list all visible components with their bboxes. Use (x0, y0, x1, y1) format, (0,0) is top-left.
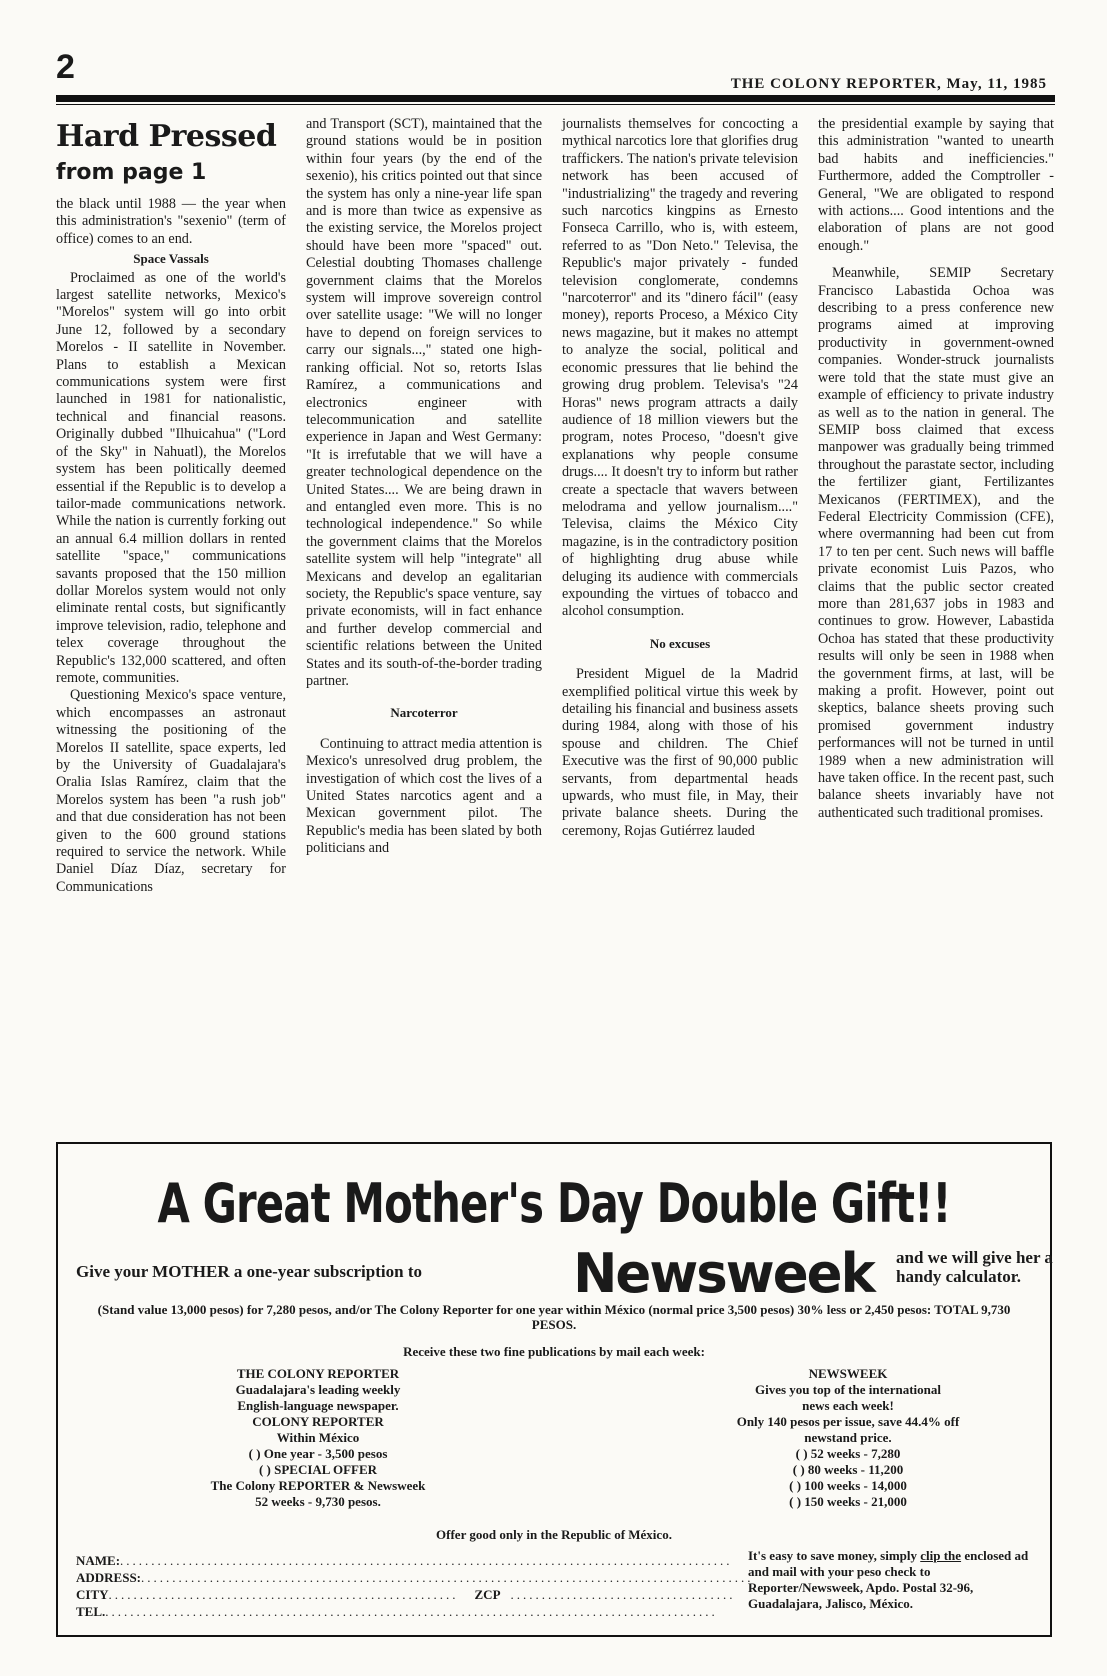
paragraph: Proclaimed as one of the world's largest satellite networks, Mexico's "Morelos" system will go into orbit June 12, followed by a secondary Morelos - II satellite in November. Plans to establish a Mexican communications system were first launched in 1981 for nationalistic, technical and financial reasons. Originally dubbed "Ilhuicahua" ("Lord of the Sky" in Nahuatl), the Morelos system has been politically deemed essential if the Republic is to develop a tailor-made communications network. While the nation is currently forking out an annual 6.4 million dollars in rented satellite "space," communications savants proposed that the 150 million dollar Morelos system would not only eliminate rental costs, but significantly improve television, radio, telephone and telex coverage throughout the Republic's 132,000 scattered, and often remote, communities. (56, 269, 286, 686)
ad-price-terms: (Stand value 13,000 pesos) for 7,280 pesos, and/or The Colony Reporter for one year within México (normal price 3,500 pesos) 30% less or 2,450 pesos: TOTAL 9,730 PESOS. (97, 1302, 1011, 1332)
advertisement (56, 1142, 1052, 1637)
form-label: TEL. (76, 1604, 106, 1619)
running-head: THE COLONY REPORTER, May, 11, 1985 (730, 76, 1047, 92)
address-field[interactable]: .................................................................................................. (141, 1570, 754, 1585)
checkbox-100-weeks[interactable]: ( ) 100 weeks - 14,000 (789, 1478, 907, 1493)
form-label: ZCP (474, 1587, 501, 1602)
header-rule (56, 95, 1055, 102)
offer-text: newstand price. (804, 1430, 892, 1445)
form-label: NAME: (76, 1553, 121, 1568)
newsweek-logo: Newsweek (573, 1242, 874, 1305)
mail-text-underlined: clip the (920, 1548, 962, 1563)
form-tel-row[interactable] (76, 1603, 718, 1620)
offer-text: news each week! (802, 1398, 894, 1413)
column-4 (818, 116, 1054, 1126)
header-rule-thin (56, 104, 1055, 105)
offer-text: Guadalajara's leading weekly (235, 1382, 401, 1397)
offer-heading: COLONY REPORTER (252, 1414, 384, 1429)
subhead-space-vassals: Space Vassals (133, 251, 209, 267)
subhead-narcoterror: Narcoterror (390, 705, 458, 721)
checkbox-52-weeks[interactable]: ( ) 52 weeks - 7,280 (795, 1446, 901, 1461)
form-city-row[interactable] (76, 1586, 736, 1603)
paragraph: Questioning Mexico's space venture, which encompasses an astronaut witnessing the positioning of the Morelos II satellite, space experts, led by the University of Guadalajara's Oralia Islas Ramírez, claim that the Morelos system has been "a rush job" and that due consideration has not been given to the 600 ground stations required to service the network. While Daniel Díaz Díaz, secretary for Communications (56, 687, 286, 895)
form-address-row[interactable] (76, 1569, 754, 1586)
paragraph: the presidential example by saying that this administration "wanted to unearth bad habits and inefficiencies." Furthermore, added the Comptroller - General, "We are obligated to respond with actions.... Good intentions and the elaboration of plans are not good enough." (818, 116, 1054, 254)
checkbox-one-year[interactable]: ( ) One year - 3,500 pesos (248, 1446, 388, 1461)
zip-field[interactable]: .................................... (510, 1587, 736, 1602)
checkbox-80-weeks[interactable]: ( ) 80 weeks - 11,200 (792, 1462, 904, 1477)
ad-calculator-line: and we will give her a handy calculator. (896, 1248, 1053, 1286)
colony-reporter-offer (118, 1366, 518, 1510)
paragraph: Meanwhile, SEMIP Secretary Francisco Labastida Ochoa was describing to a press conference new programs aimed at improving productivity in government-owned companies. Wonder-struck journalists were told that the state must give an example of efficiency to private industry as well as to the nation in general. The SEMIP boss claimed that excess manpower was gradually being trimmed throughout the parastate sector, including the fertilizer giant, Fertilizantes Mexicanos (FERTIMEX), and the Federal Electricity Commission (CFE), where overmanning had been cut from 17 to ten per cent. Such news will baffle private economist Luis Pazos, who claims that the public sector created more than 281,637 jobs in 1983 and continues to grow. However, Labastida Ochoa has stated that these productivity results will only be seen in 1988 when the government firms, at last, will be making a profit. However, point out skeptics, balance sheets proving such promised government industry performances will not be turned in until 1989 when a new administration will have taken office. In the recent past, such balance sheets invariably have not authenticated such traditional promises. (818, 265, 1054, 821)
checkbox-150-weeks[interactable]: ( ) 150 weeks - 21,000 (789, 1494, 907, 1509)
ad-receive-line: Receive these two fine publications by mail each week: (403, 1344, 705, 1359)
offer-text: Gives you top of the international (755, 1382, 941, 1397)
column-1 (56, 116, 286, 1126)
offer-text: 52 weeks - 9,730 pesos. (255, 1494, 381, 1509)
headline: Hard Pressed (56, 119, 277, 154)
ad-give-line: Give your MOTHER a one-year subscription to (76, 1262, 422, 1281)
offer-heading: NEWSWEEK (808, 1366, 888, 1381)
ad-title: A Great Mother's Day Double Gift!! (157, 1172, 951, 1235)
column-2 (306, 116, 542, 1126)
newsweek-offer (658, 1366, 1038, 1510)
offer-text: The Colony REPORTER & Newsweek (210, 1478, 426, 1493)
checkbox-special-offer[interactable]: ( ) SPECIAL OFFER (258, 1462, 378, 1477)
order-form (76, 1552, 754, 1620)
paragraph: Continuing to attract media attention is Mexico's unresolved drug problem, the investigation of which cost the lives of a United States narcotics agent and a Mexican government pilot. The Republic's media has been slated by both politicians and (306, 735, 542, 857)
mail-text: It's easy to save money, simply (748, 1548, 921, 1563)
form-label: CITY (76, 1587, 109, 1602)
name-field[interactable]: .................................................................................................. (120, 1553, 733, 1568)
offer-heading: THE COLONY REPORTER (236, 1366, 400, 1381)
ad-offer-note: Offer good only in the Republic of México. (436, 1527, 672, 1542)
mail-instructions (748, 1548, 1048, 1612)
offer-text: English-language newspaper. (237, 1398, 399, 1413)
jump-line: from page 1 (56, 160, 207, 185)
offer-text: Only 140 pesos per issue, save 44.4% off (736, 1414, 960, 1429)
paragraph: the black until 1988 — the year when this administration's "sexenio" (term of office) comes to an end. (56, 196, 286, 247)
offer-text: Within México (276, 1430, 360, 1445)
paragraph: journalists themselves for concocting a mythical narcotics lore that glorifies drug traffickers. The nation's private television network has been accused of "industrializing" the tragedy and revering such narcotics kingpins as Ernesto Fonseca Carrillo, who is, with esteem, referred to as "Don Neto." Televisa, the Republic's major privately - funded television conglomerate, condemns "narcoterror" and its "dinero fácil" (easy money), reports Proceso, a México City news magazine, but it makes no attempt to analyze the social, political and economic pressures that lie behind the growing drug problem. Televisa's "24 Horas" news program attracts a daily audience of 18 million viewers but the program, notes Proceso, "doesn't give explanations why people consume drugs.... It doesn't try to inform but rather create a spectacle that wavers between melodrama and yellow journalism...." Televisa, claims the México City magazine, is in the contradictory position of highlighting drug abuse while deluging its audience with commercials expounding the virtues of tobacco and alcohol consumption. (562, 116, 798, 620)
column-3 (562, 116, 798, 1126)
paragraph: and Transport (SCT), maintained that the ground stations would be in position within four years (by the end of the sexenio), his critics pointed out that since the system has only a nine-year life span and is more than twice as expensive as the existing service, the Morelos project should have been more "spaced" out. Celestial doubting Thomases challenge government claims that the Morelos system will improve sovereign control over satellite usage: "We will no longer have to depend on foreign services to carry our signals...," stated one high-ranking official. Not so, retorts Islas Ramírez, a communications and electronics engineer with telecommunication and satellite experience in Japan and West Germany: "It is irrefutable that we will have a greater technological dependence on the United States.... We are being drawn in and entangled even more. This is no technological independence." So while the government claims that the Morelos satellite system will help "integrate" all Mexicans and develop an egalitarian society, the Republic's space venture, say private economists, will in fact enhance and further develop commercial and scientific relations between the United States and its south-of-the-border trading partner. (306, 116, 542, 689)
page-number: 2 (56, 48, 75, 86)
paragraph: President Miguel de la Madrid exemplified political virtue this week by detailing his financial and business assets during 1984, along with those of his spouse and children. The Chief Executive was the first of 90,000 public servants, from departmental heads upwards, who must file, in May, their private balance sheets. During the ceremony, Rojas Gutiérrez lauded (562, 666, 798, 839)
mail-text: enclosed ad and mail with your peso check to Reporter/Newsweek, Apdo. Postal 32-96, Guadalajara, Jalisco, México. (748, 1548, 1029, 1611)
form-label: ADDRESS: (76, 1570, 142, 1585)
form-name-row[interactable] (76, 1552, 733, 1569)
tel-field[interactable]: .................................................................................................. (105, 1604, 718, 1619)
city-field[interactable]: ........................................................ (108, 1587, 459, 1602)
subhead-no-excuses: No excuses (649, 635, 711, 651)
